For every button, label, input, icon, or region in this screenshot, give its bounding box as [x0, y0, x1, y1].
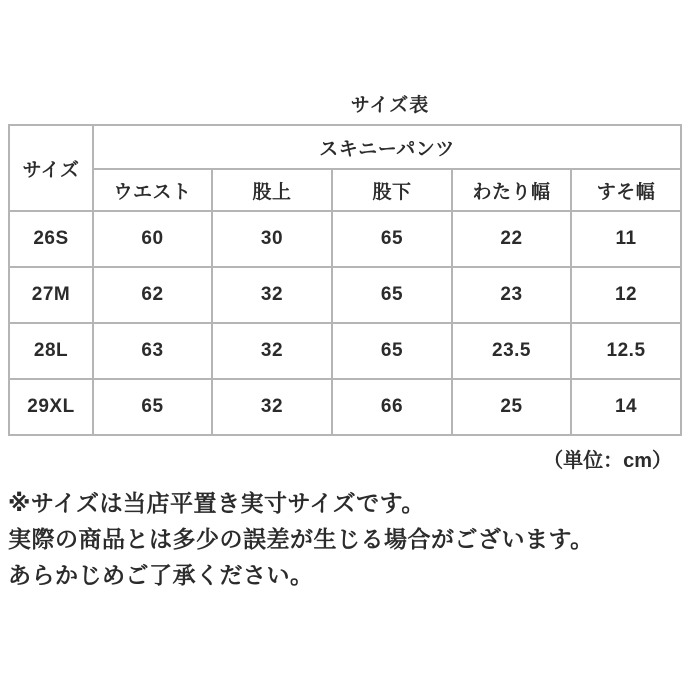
hem-width-value: 14 — [571, 379, 681, 435]
inseam-value: 65 — [332, 267, 452, 323]
table-row-27m — [9, 267, 681, 323]
thigh-width-value: 23.5 — [452, 323, 571, 379]
inseam-value: 65 — [332, 323, 452, 379]
size-column-header: サイズ — [9, 125, 93, 211]
inseam-value: 65 — [332, 211, 452, 267]
size-label: 28L — [9, 323, 93, 379]
size-label: 27M — [9, 267, 93, 323]
waist-value: 63 — [93, 323, 212, 379]
note-line-2: 実際の商品とは多少の誤差が生じる場合がございます。 — [8, 526, 594, 552]
product-group-header: スキニーパンツ — [93, 125, 681, 169]
thigh-width-value: 23 — [452, 267, 571, 323]
thigh-width-value: 22 — [452, 211, 571, 267]
thigh-width-value: 25 — [452, 379, 571, 435]
note-line-1: ※サイズは当店平置き実寸サイズです。 — [8, 490, 425, 516]
unit-label: （単位：cm） — [543, 450, 672, 472]
table-header-group-row — [9, 125, 681, 169]
hem-width-value: 11 — [571, 211, 681, 267]
disclaimer-notes — [8, 485, 700, 593]
size-chart-title: サイズ表 — [350, 95, 430, 116]
table-row-29xl — [9, 379, 681, 435]
column-header-rise: 股上 — [212, 169, 332, 211]
table-header-columns-row — [9, 169, 681, 211]
hem-width-value: 12.5 — [571, 323, 681, 379]
hem-width-value: 12 — [571, 267, 681, 323]
rise-value: 32 — [212, 379, 332, 435]
size-label: 29XL — [9, 379, 93, 435]
table-row-26s — [9, 211, 681, 267]
column-header-waist: ウエスト — [93, 169, 212, 211]
size-table — [8, 124, 682, 436]
rise-value: 30 — [212, 211, 332, 267]
inseam-value: 66 — [332, 379, 452, 435]
rise-value: 32 — [212, 267, 332, 323]
table-row-28l — [9, 323, 681, 379]
column-header-hem-width: すそ幅 — [571, 169, 681, 211]
note-line-3: あらかじめご了承ください。 — [8, 562, 314, 588]
column-header-inseam: 股下 — [332, 169, 452, 211]
column-header-thigh-width: わたり幅 — [452, 169, 571, 211]
waist-value: 62 — [93, 267, 212, 323]
size-label: 26S — [9, 211, 93, 267]
waist-value: 60 — [93, 211, 212, 267]
waist-value: 65 — [93, 379, 212, 435]
rise-value: 32 — [212, 323, 332, 379]
